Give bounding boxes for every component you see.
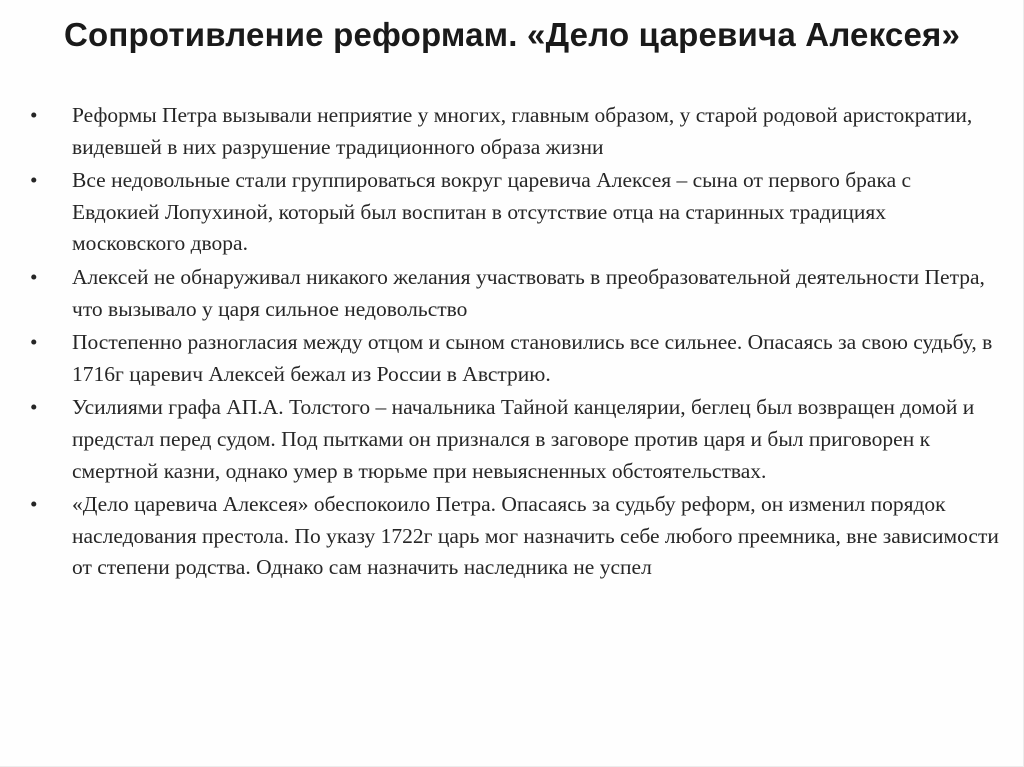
bullet-marker: • xyxy=(30,330,38,355)
bullet-text: Реформы Петра вызывали неприятие у многих, главным образом, у старой родовой аристократии, видевшей в них разрушение традиционного образа жизни xyxy=(72,103,973,159)
bullet-marker: • xyxy=(30,492,38,517)
bullet-text: Усилиями графа АП.А. Толстого – начальника Тайной канцелярии, беглец был возвращен домой и предстал перед судом. Под пытками он признался в заговоре против царя и был приговорен к смертной казни, однако умер в тюрьме при невыясненных обстоятельствах. xyxy=(72,395,975,483)
bullet-item xyxy=(30,262,1000,325)
bullet-item xyxy=(30,489,1000,584)
bullet-text: Алексей не обнаруживал никакого желания участвовать в преобразовательной деятельности Петра, что вызывало у царя сильное недовольство xyxy=(72,264,985,321)
bullet-item xyxy=(30,100,1000,163)
bullet-item xyxy=(30,392,1000,487)
slide-title: Сопротивление реформам. «Дело царевича Алексея» xyxy=(63,16,961,53)
bullet-list xyxy=(30,100,1000,586)
bullet-marker: • xyxy=(30,168,38,193)
bullet-item xyxy=(30,327,1000,390)
bullet-text: Все недовольные стали группироваться вокруг царевича Алексея – сына от первого брака с Евдокией Лопухиной, который был воспитан в отсутствие отца на старинных традициях московского двора. xyxy=(72,168,912,256)
bullet-item xyxy=(30,165,1000,260)
bullet-marker: • xyxy=(30,264,38,289)
bullet-text: «Дело царевича Алексея» обеспокоило Петра. Опасаясь за судьбу реформ, он изменил порядок наследования престола. По указу 1722г царь мог назначить себе любого преемника, вне зависимости от степени родства. Однако сам назначить наследника не успел xyxy=(72,492,999,580)
bullet-marker: • xyxy=(30,103,38,127)
bullet-text: Постепенно разногласия между отцом и сыном становились все сильнее. Опасаясь за свою судьбу, в 1716г царевич Алексей бежал из России в Австрию. xyxy=(72,330,993,386)
bullet-marker: • xyxy=(30,395,38,420)
